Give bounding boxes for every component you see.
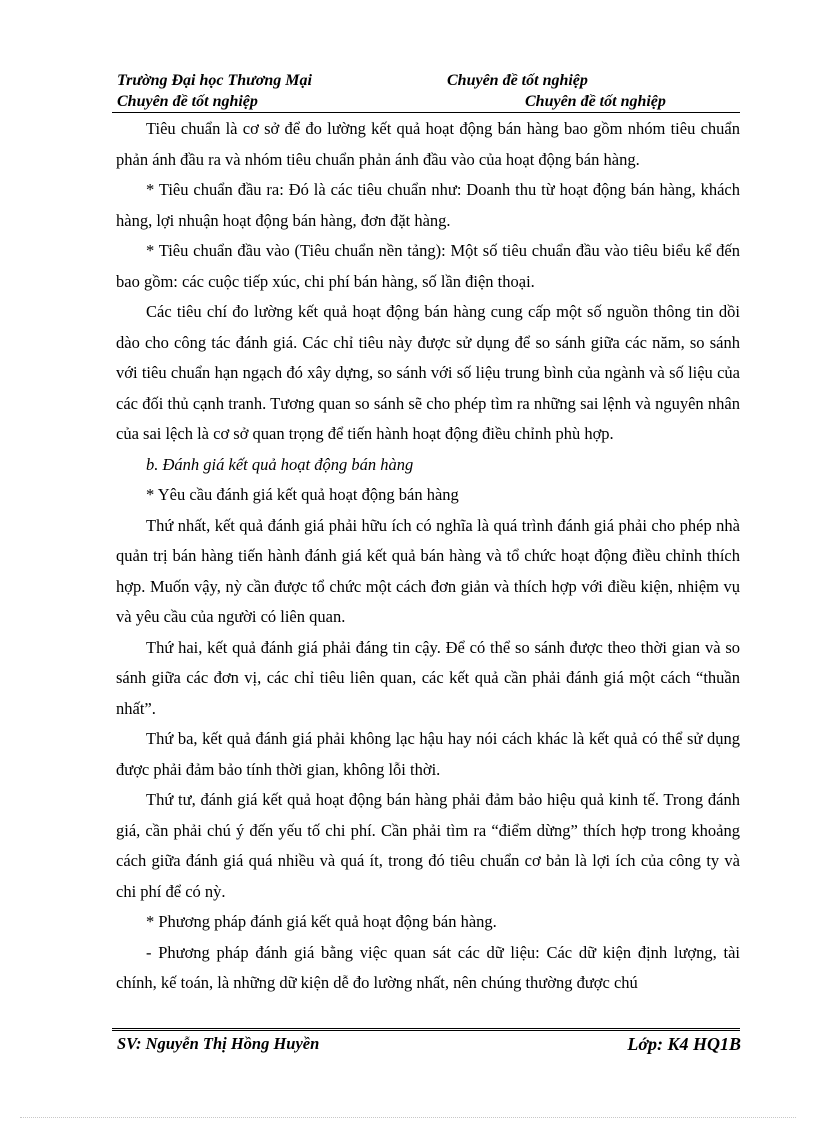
page-edge-divider (20, 1117, 796, 1118)
header-topic-left: Chuyên đề tốt nghiệp (117, 93, 258, 110)
paragraph: Thứ tư, đánh giá kết quả hoạt động bán hàng phải đảm bảo hiệu quả kinh tế. Trong đánh giá, cần phải chú ý đến yếu tố chi phí. Cần phải tìm ra “điểm dừng” thích hợp trong khoảng cách giữa đánh giá quá nhiều và quá ít, trong đó tiêu chuẩn cơ bản là lợi ích của công ty và chi phí để có nỳ. (116, 790, 740, 901)
footer-divider (112, 1028, 740, 1031)
paragraph: * Yêu cầu đánh giá kết quả hoạt động bán hàng (146, 485, 459, 504)
paragraph: Các tiêu chí đo lường kết quả hoạt động bán hàng cung cấp một số nguồn thông tin dồi dào cho công tác đánh giá. Các chỉ tiêu này được sử dụng để so sánh giữa các năm, so sánh với tiêu chuẩn hạn ngạch đó xây dựng, so sánh với số liệu trung bình của ngành và số liệu của các đối thủ cạnh tranh. Tương quan so sánh sẽ cho phép tìm ra những sai lệnh và nguyên nhân của sai lệch là cơ sở quan trọng để tiến hành hoạt động điều chỉnh phù hợp. (116, 302, 740, 443)
paragraph: Thứ nhất, kết quả đánh giá phải hữu ích có nghĩa là quá trình đánh giá phải cho phép nhà quản trị bán hàng tiến hành đánh giá kết quả bán hàng và tổ chức hoạt động điều chỉnh thích hợp. Muốn vậy, nỳ cần được tổ chức một cách đơn giản và thích hợp với điều kiện, nhiệm vụ và yêu cầu của người có liên quan. (116, 515, 740, 626)
page-header (117, 72, 741, 114)
paragraph: * Tiêu chuẩn đầu vào (Tiêu chuẩn nền tảng): Một số tiêu chuẩn đầu vào tiêu biểu kể đến bao gồm: các cuộc tiếp xúc, chi phí bán hàng, số lần điện thoại. (116, 241, 740, 291)
header-school: Trường Đại học Thương Mại (117, 72, 312, 89)
header-topic-top: Chuyên đề tốt nghiệp (447, 72, 588, 89)
footer-student: SV: Nguyễn Thị Hồng Huyền (117, 1034, 320, 1053)
header-topic-right: Chuyên đề tốt nghiệp (525, 93, 666, 110)
paragraph: - Phương pháp đánh giá bằng việc quan sát các dữ liệu: Các dữ kiện định lượng, tài chính, kế toán, là những dữ kiện dễ đo lường nhất, nên chúng thường được chú (116, 942, 740, 992)
paragraph: * Tiêu chuẩn đầu ra: Đó là các tiêu chuẩn như: Doanh thu từ hoạt động bán hàng, khách hàng, lợi nhuận hoạt động bán hàng, đơn đặt hàng. (116, 180, 740, 230)
footer-class: Lớp: K4 HQ1B (627, 1034, 741, 1054)
header-divider (112, 112, 740, 113)
section-heading: b. Đánh giá kết quả hoạt động bán hàng (146, 454, 414, 474)
paragraph: Thứ hai, kết quả đánh giá phải đáng tin cậy. Để có thể so sánh được theo thời gian và so sánh giữa các đơn vị, các chỉ tiêu liên quan, các kết quả cần phải đánh giá một cách “thuần nhất”. (116, 637, 740, 718)
document-body (116, 114, 740, 999)
paragraph: Tiêu chuẩn là cơ sở để đo lường kết quả hoạt động bán hàng bao gồm nhóm tiêu chuẩn phản ánh đầu ra và nhóm tiêu chuẩn phản ánh đầu vào của hoạt động bán hàng. (116, 119, 740, 169)
paragraph: * Phương pháp đánh giá kết quả hoạt động bán hàng. (146, 912, 497, 931)
paragraph: Thứ ba, kết quả đánh giá phải không lạc hậu hay nói cách khác là kết quả có thể sử dụng được phải đảm bảo tính thời gian, không lỗi thời. (116, 729, 740, 779)
